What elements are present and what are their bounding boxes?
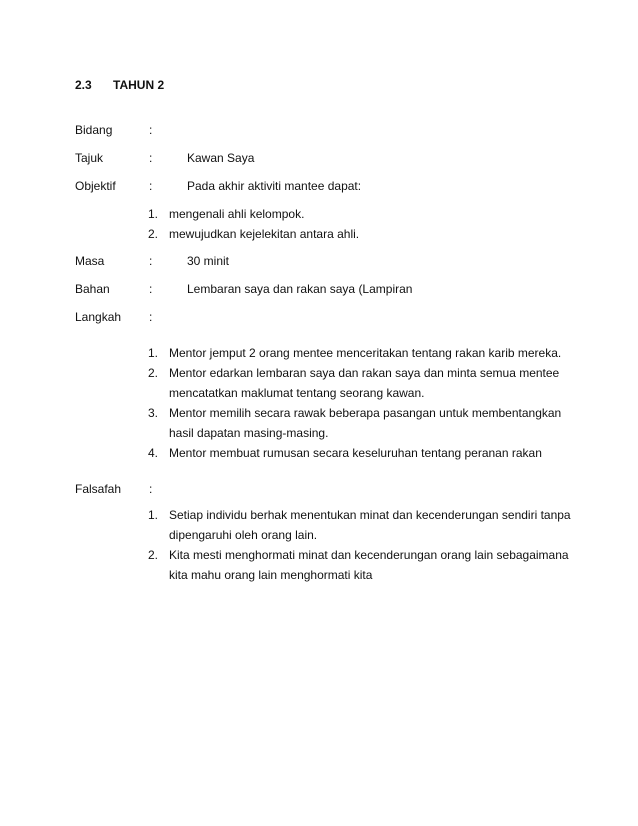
list-text: mewujudkan kejelekitan antara ahli. bbox=[169, 227, 360, 241]
list-number: 4. bbox=[148, 446, 159, 460]
langkah-colon: : bbox=[149, 310, 153, 324]
tajuk-colon: : bbox=[149, 151, 153, 165]
bidang-label: Bidang bbox=[75, 123, 113, 137]
section-number: 2.3 bbox=[75, 78, 92, 92]
list-number: 2. bbox=[148, 227, 159, 241]
masa-label: Masa bbox=[75, 254, 105, 268]
list-item bbox=[148, 403, 578, 443]
list-item bbox=[148, 343, 578, 363]
list-text: Setiap individu berhak menentukan minat dan kecenderungan sendiri tanpa dipengaruhi oleh orang lain. bbox=[169, 508, 571, 542]
list-item bbox=[148, 224, 578, 244]
section-heading bbox=[75, 78, 164, 92]
tajuk-label: Tajuk bbox=[75, 151, 104, 165]
objektif-label: Objektif bbox=[75, 179, 116, 193]
list-number: 2. bbox=[148, 548, 159, 562]
list-item bbox=[148, 545, 578, 585]
falsafah-colon: : bbox=[149, 482, 153, 496]
objektif-list bbox=[148, 204, 578, 244]
list-text: Mentor memilih secara rawak beberapa pasangan untuk membentangkan hasil dapatan masing-masing. bbox=[169, 406, 562, 440]
bahan-value: Lembaran saya dan rakan saya (Lampiran bbox=[187, 282, 413, 296]
list-text: Mentor edarkan lembaran saya dan rakan saya dan minta semua mentee mencatatkan maklumat tentang seorang kawan. bbox=[169, 366, 560, 400]
list-number: 3. bbox=[148, 406, 159, 420]
section-title: TAHUN 2 bbox=[113, 78, 165, 92]
list-number: 1. bbox=[148, 508, 159, 522]
list-text: Mentor membuat rumusan secara keseluruhan tentang peranan rakan bbox=[169, 446, 542, 460]
list-number: 2. bbox=[148, 366, 159, 380]
falsafah-list bbox=[148, 505, 578, 585]
masa-value: 30 minit bbox=[187, 254, 230, 268]
langkah-label: Langkah bbox=[75, 310, 122, 324]
list-item bbox=[148, 204, 578, 224]
list-item bbox=[148, 363, 578, 403]
bidang-colon: : bbox=[149, 123, 153, 137]
falsafah-label: Falsafah bbox=[75, 482, 122, 496]
objektif-colon: : bbox=[149, 179, 153, 193]
list-text: mengenali ahli kelompok. bbox=[169, 207, 305, 221]
langkah-list bbox=[148, 343, 578, 463]
bahan-label: Bahan bbox=[75, 282, 110, 296]
list-item bbox=[148, 505, 578, 545]
list-text: Kita mesti menghormati minat dan kecenderungan orang lain sebagaimana kita mahu orang lain menghormati kita bbox=[169, 548, 569, 582]
list-text: Mentor jemput 2 orang mentee menceritakan tentang rakan karib mereka. bbox=[169, 346, 562, 360]
list-number: 1. bbox=[148, 346, 159, 360]
bahan-colon: : bbox=[149, 282, 153, 296]
list-item bbox=[148, 443, 578, 463]
tajuk-value: Kawan Saya bbox=[187, 151, 255, 165]
objektif-value: Pada akhir aktiviti mantee dapat: bbox=[187, 179, 362, 193]
masa-colon: : bbox=[149, 254, 153, 268]
list-number: 1. bbox=[148, 207, 159, 221]
